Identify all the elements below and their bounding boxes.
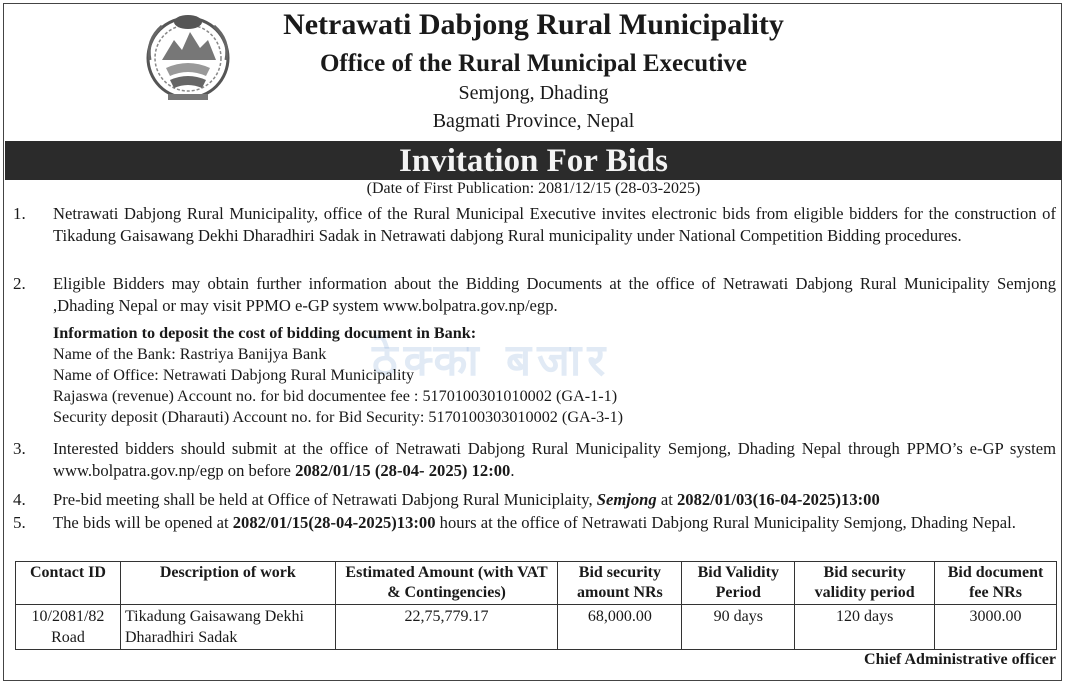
watermark: ठेक्का बजार [372,335,612,386]
work-description: Tikadung Gaisawang Dekhi Dharadhiri Sadak [120,605,335,650]
notice-title: Invitation For Bids [5,141,1062,180]
office-name: Name of Office: Netrawati Dabjong Rural Municipality [53,366,415,384]
bid-opening-date: 2082/01/15(28-04-2025)13:00 [232,513,436,532]
column-header: Bid document fee NRs [935,562,1057,605]
item-number: 2. [13,274,26,293]
item-text: Netrawati Dabjong Rural Municipality, office of the Rural Municipal Executive invites electronic bids from eligible bidders for the construction of Tikadung Gaisawang Dekhi Dharadhiri Sadak in Netrawati dabjong Rural municipality under National Competition Bidding procedures. [53,204,1056,245]
item-number: 3. [13,439,26,458]
estimated-amount: 22,75,779.17 [335,605,558,650]
province: Bagmati Province, Nepal [432,110,635,132]
column-header: Description of work [120,562,335,605]
bid-document-fee: 3000.00 [935,605,1057,650]
item-number: 4. [13,490,26,509]
publication-date: (Date of First Publication: 2081/12/15 (28-03-2025) [366,180,701,197]
contact-id: 10/2081/82 Road [16,605,121,650]
table-header-row [16,562,1057,605]
bank-info-heading: Information to deposit the cost of bidding document in Bank: [53,324,477,342]
bid-security-amount: 68,000.00 [558,605,682,650]
header [0,0,1067,140]
bank-info [53,323,623,428]
signature: Chief Administrative officer [864,651,1056,668]
bid-security-validity: 120 days [795,605,935,650]
column-header: Bid Validity Period [682,562,795,605]
pre-bid-date: 2082/01/03(16-04-2025)13:00 [676,490,880,509]
submission-deadline: 2082/01/15 (28-04- 2025) 12:00 [295,461,511,480]
pre-bid-location: Semjong [596,490,657,509]
revenue-account: Rajaswa (revenue) Account no. for bid documentee fee : 5170100301010002 (GA-1-1) [53,387,618,405]
item-number: 5. [13,513,26,532]
item-text: Eligible Bidders may obtain further information about the Bidding Documents at the office of Netrawati Dabjong Rural Municipality Semjong ,Dhading Nepal or may visit PPMO e-GP system www.bolpatra.gov.np/egp. [53,274,1056,315]
bid-validity: 90 days [682,605,795,650]
item-number: 1. [13,204,26,223]
column-header: Bid security amount NRs [558,562,682,605]
item-text: Interested bidders should submit at the office of Netrawati Dabjong Rural Municipality Semjong, Dhading Nepal through PPMO’s e-GP system www.bolpatra.gov.np/egp on before 2082/01/15 (28-04- 2025) 12:00. [53,439,1056,480]
bid-table [15,561,1057,650]
item-text: Pre-bid meeting shall be held at Office of Netrawati Dabjong Rural Municiplaity, Semjong at 2082/01/03(16-04-2025)13:00 [53,490,880,509]
bank-name: Name of the Bank: Rastriya Banijya Bank [53,345,327,363]
item-text: The bids will be opened at 2082/01/15(28-04-2025)13:00 hours at the office of Netrawati Dabjong Rural Municipality Semjong, Dhading Nepal. [53,513,1016,532]
security-account: Security deposit (Dharauti) Account no. for Bid Security: 5170100303010002 (GA-3-1) [53,408,624,426]
table-row [16,605,1057,650]
column-header: Bid security validity period [795,562,935,605]
org-name: Netrawati Dabjong Rural Municipality [283,8,784,41]
column-header: Estimated Amount (with VAT & Contingencies) [335,562,558,605]
column-header: Contact ID [16,562,121,605]
location: Semjong, Dhading [458,82,609,104]
office-title: Office of the Rural Municipal Executive [319,50,747,77]
